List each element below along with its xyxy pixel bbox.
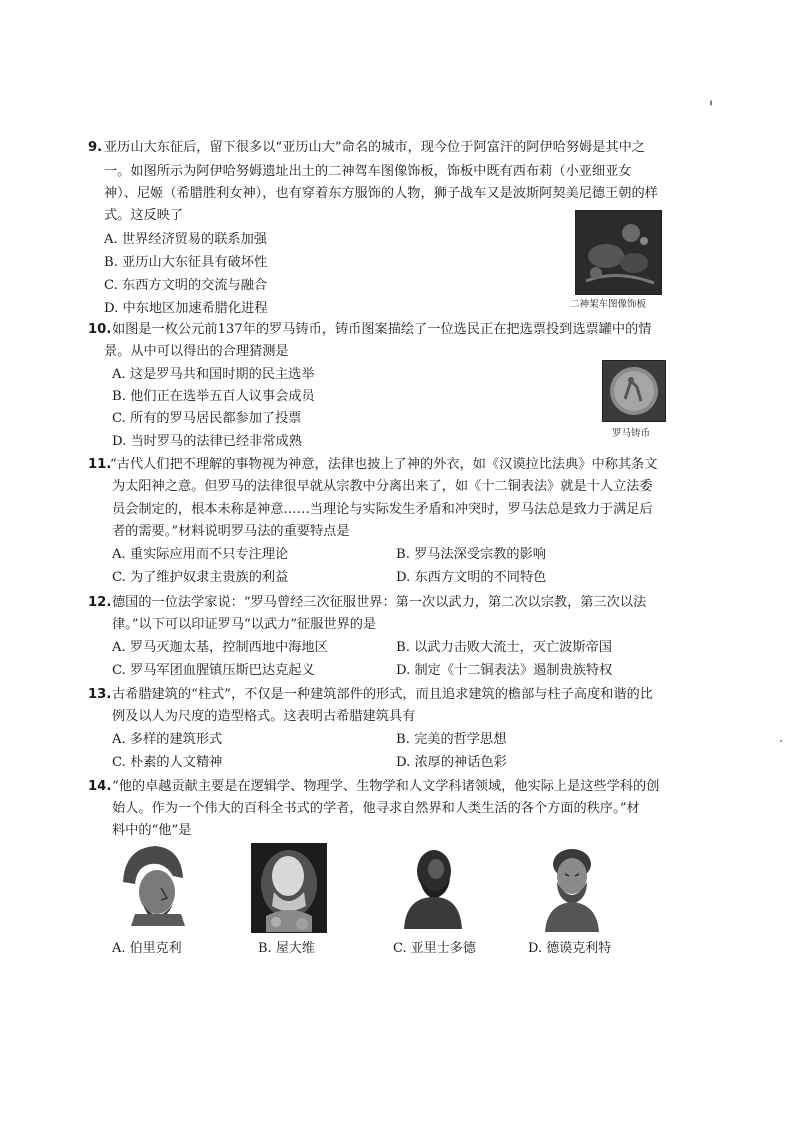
option-d[interactable]: D. 中东地区加速希腊化进程 bbox=[104, 301, 268, 316]
scan-speck bbox=[780, 740, 782, 742]
chariot-plaque-image bbox=[575, 210, 662, 295]
option-c[interactable]: C. 亚里士多德 bbox=[393, 941, 476, 956]
aristotle-bust-image bbox=[398, 845, 468, 929]
question-text-line: 律。”以下可以印证罗马“以武力”征服世界的是 bbox=[112, 617, 377, 632]
pericles-bust-image bbox=[115, 842, 191, 926]
option-c[interactable]: C. 为了维护奴隶主贵族的利益 bbox=[112, 570, 289, 585]
question-text-line: 始人。作为一个伟大的百科全书式的学者，他寻求自然界和人类生活的各个方面的秩序。”材 bbox=[112, 801, 640, 816]
option-c[interactable]: C. 罗马军团血腥镇压斯巴达克起义 bbox=[112, 663, 315, 678]
image-caption: 罗马铸币 bbox=[612, 428, 651, 439]
democritus-bust-image bbox=[537, 844, 607, 932]
question-text-line: “他的卓越贡献主要是在逻辑学、物理学、生物学和人文学科诸领域，他实际上是这些学科的创 bbox=[112, 779, 660, 794]
option-a[interactable]: A. 罗马灭迦太基，控制西地中海地区 bbox=[112, 640, 328, 655]
option-a[interactable]: A. 多样的建筑形式 bbox=[112, 732, 223, 747]
question-text-line: 亚历山大东征后，留下很多以“亚历山大”命名的城市，现今位于阿富汗的阿伊哈努姆是其中之 bbox=[104, 140, 645, 155]
option-c[interactable]: C. 所有的罗马居民都参加了投票 bbox=[112, 411, 302, 426]
image-caption: 二神架车图像饰板 bbox=[570, 299, 647, 310]
option-c[interactable]: C. 东西方文明的交流与融合 bbox=[104, 278, 268, 293]
question-number: 14. bbox=[88, 779, 112, 794]
roman-coin-image bbox=[602, 360, 666, 422]
option-a[interactable]: A. 这是罗马共和国时期的民主选举 bbox=[112, 367, 315, 382]
question-text-line: 为太阳神之意。但罗马的法律很早就从宗教中分离出来了，如《十二铜表法》就是十人立法委 bbox=[112, 479, 653, 494]
option-b[interactable]: B. 罗马法深受宗教的影响 bbox=[396, 547, 546, 562]
option-b[interactable]: B. 以武力击败大流士，灭亡波斯帝国 bbox=[396, 640, 612, 655]
option-d[interactable]: D. 当时罗马的法律已经非常成熟 bbox=[112, 434, 302, 449]
option-d[interactable]: D. 制定《十二铜表法》遏制贵族特权 bbox=[396, 663, 613, 678]
question-number: 13. bbox=[88, 687, 112, 702]
question-text-line: 式。这反映了 bbox=[104, 208, 184, 223]
question-text-line: “古代人们把不理解的事物视为神意，法律也披上了神的外衣，如《汉谟拉比法典》中称其条文 bbox=[110, 457, 658, 472]
option-b[interactable]: B. 亚历山大东征具有破坏性 bbox=[104, 255, 268, 270]
question-text-line: 古希腊建筑的“柱式”，不仅是一种建筑部件的形式，而且追求建筑的檐部与柱子高度和谐的比 bbox=[112, 687, 653, 702]
scan-speck bbox=[710, 100, 712, 106]
option-a[interactable]: A. 伯里克利 bbox=[112, 941, 182, 956]
question-number: 11. bbox=[88, 457, 112, 472]
option-d[interactable]: D. 东西方文明的不同特色 bbox=[396, 570, 547, 585]
question-text-line: 德国的一位法学家说：“罗马曾经三次征服世界：第一次以武力，第二次以宗教，第三次以法 bbox=[112, 595, 647, 610]
question-number: 9. bbox=[88, 140, 103, 155]
option-b[interactable]: B. 屋大维 bbox=[258, 941, 315, 956]
question-text-line: 如图是一枚公元前137年的罗马铸币，铸币图案描绘了一位选民正在把选票投到选票罐中的情 bbox=[112, 322, 652, 337]
question-text-line: 神）、尼姬（希腊胜利女神），也有穿着东方服饰的人物，狮子战车又是波斯阿契美尼德王朝的样 bbox=[104, 186, 658, 201]
option-d[interactable]: D. 浓厚的神话色彩 bbox=[396, 755, 507, 770]
octavian-cameo-image bbox=[251, 843, 327, 933]
question-text-line: 一。如图所示为阿伊哈努姆遗址出土的二神驾车图像饰板，饰板中既有西布莉（小亚细亚女 bbox=[104, 164, 632, 179]
question-text-line: 例及以人为尺度的造型格式。这表明古希腊建筑具有 bbox=[112, 709, 416, 724]
option-c[interactable]: C. 朴素的人文精神 bbox=[112, 755, 223, 770]
option-a[interactable]: A. 世界经济贸易的联系加强 bbox=[104, 232, 267, 247]
question-text-line: 者的需要。”材料说明罗马法的重要特点是 bbox=[112, 524, 350, 539]
option-a[interactable]: A. 重实际应用而不只专注理论 bbox=[112, 547, 289, 562]
question-number: 10. bbox=[88, 322, 112, 337]
question-text-line: 料中的“他”是 bbox=[112, 823, 192, 838]
option-b[interactable]: B. 他们正在选举五百人议事会成员 bbox=[112, 389, 315, 404]
option-b[interactable]: B. 完美的哲学思想 bbox=[396, 732, 507, 747]
option-d[interactable]: D. 德谟克利特 bbox=[528, 941, 612, 956]
question-number: 12. bbox=[88, 595, 112, 610]
question-text-line: 员会制定的，根本未称是神意……当理论与实际发生矛盾和冲突时，罗马法总是致力于满足后 bbox=[112, 502, 653, 517]
question-text-line: 景。从中可以得出的合理猜测是 bbox=[104, 344, 289, 359]
